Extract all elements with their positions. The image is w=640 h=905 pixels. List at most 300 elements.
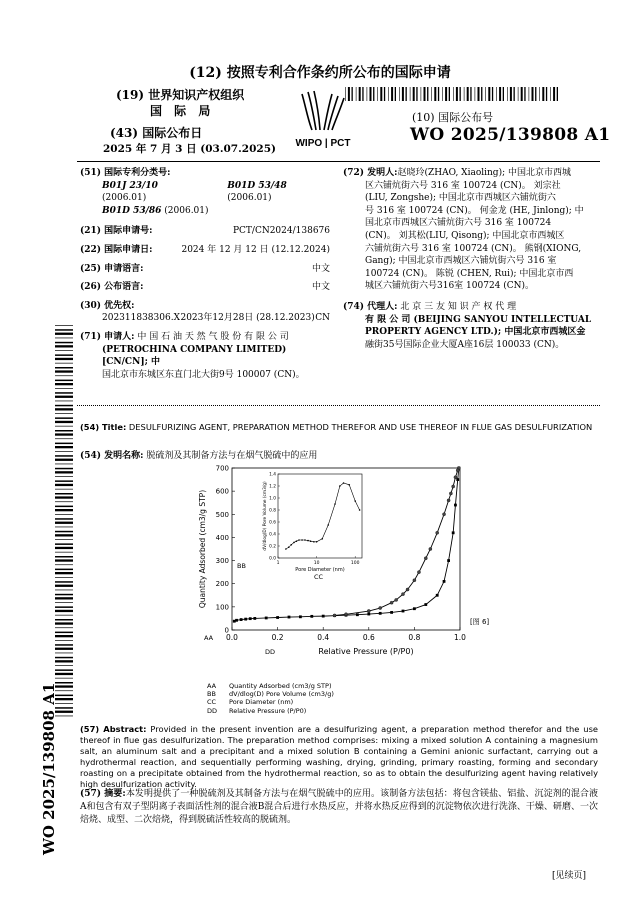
inset-y-tick-label: 1.2 [269,484,276,490]
chart-legend [207,682,334,715]
marker-cc: CC [314,573,324,581]
legend-value: Quantity Adsorbed (cm3/g STP) [229,682,332,690]
field-value: 2024 年 12 月 12 日 (12.12.2024) [181,244,330,255]
barcode-bar [55,615,73,616]
barcode-bar [470,87,471,101]
barcode-bar [478,87,480,101]
field-label: (25) 申请语言: [80,263,144,274]
barcode-bar [55,354,73,356]
barcode-bar [402,87,404,101]
inset-y-tick-label: 0.4 [269,532,276,538]
adsorption-point [424,603,427,606]
barcode-bar [55,396,73,398]
barcode-bar [55,610,73,612]
barcode-bar [55,446,73,448]
x-tick-label: 0.0 [226,633,238,642]
barcode-bar [55,468,73,470]
abstract-label: (57) Abstract: [80,724,147,734]
ipc-label: (51) 国际专利分类号: [80,168,171,178]
barcode-bar [55,426,73,427]
barcode-bar [55,421,73,423]
barcode-bar [55,350,73,351]
agent-line: 融街35号国际企业大厦A座16层 100033 (CN)。 [365,339,565,350]
inset-point [290,544,292,546]
barcode-bar [55,413,73,414]
barcode-bar [359,87,361,101]
barcode-bar [55,594,73,596]
inset-x-tick-label: 10 [313,561,320,566]
barcode-bar [503,87,504,101]
x-tick-label: 0.6 [362,633,375,642]
barcode-bar [55,632,73,634]
barcode-bar [55,480,73,482]
inventor-line: (CN)。 刘其松(LIU, Qisong); 中国北京市西城区 [365,230,565,241]
inset-y-axis-label: dV/dlog(D) Pore Volume (cm3/g) [263,481,268,551]
barcode-bar [399,87,400,101]
inventors-label: (72) 发明人: [343,168,398,178]
adsorption-point [356,613,359,616]
ipc-row-2 [80,205,330,218]
abstract-cn [80,788,598,826]
priority-country: CN [315,313,330,324]
legend-item [207,682,334,690]
pub-no-label: (10) 国际公布号 [412,111,494,124]
adsorption-point [436,594,439,597]
inset-point [296,540,298,542]
barcode-bar [460,87,461,101]
inset-point [298,539,300,541]
adsorption-point [265,617,268,620]
barcode-bar [55,627,73,628]
title-en [80,422,598,433]
barcode-bar [55,559,73,561]
divider [77,161,600,162]
inset-point [293,542,295,544]
agent-line: 北 京 三 友 知 识 产 权 代 理 [400,301,517,312]
x-tick-label: 0.4 [317,633,330,642]
barcode-bar [550,87,551,101]
inset-point [343,482,345,484]
desorption-point [429,547,432,550]
agent-line: PROPERTY AGENCY LTD.); 中国北京市西城区金 [365,327,586,338]
ipc-ver: (2006.01) [102,193,147,204]
barcode-bar [55,585,73,587]
barcode-bar [55,333,73,335]
side-pub-number: WO 2025/139808 A1 [40,682,58,855]
inset-x-tick-label: 1 [276,561,280,566]
barcode-bar [55,564,73,565]
inset-point [321,538,323,540]
inset-point [327,524,329,526]
adsorption-point [454,504,457,507]
barcode-bar [345,87,346,101]
marker-aa: AA [204,634,214,642]
inventor-line: Gang); 中国北京市西城区六铺炕街六号 316 室 [365,256,557,267]
x-tick-label: 0.2 [271,633,284,642]
left-column [80,167,330,381]
barcode-bar [55,597,73,599]
barcode-bar [55,433,73,435]
barcode-bar [529,87,530,101]
desorption-point [413,579,416,582]
inset-point [334,503,336,505]
barcode-bar [55,443,73,445]
barcode-bar [55,581,73,583]
applicant [80,331,330,344]
barcode-bar [481,87,482,101]
barcode-bar [488,87,490,101]
field-value: PCT/CN2024/138676 [232,226,330,237]
barcode-bar [55,430,73,432]
adsorption-point [367,613,370,616]
priority-label: (30) 优先权: [80,300,135,311]
barcode-bar [55,514,73,515]
barcode-bar [55,506,73,508]
adsorption-point [276,616,279,619]
barcode-bar [55,325,73,326]
agent-label: (74) 代理人: [343,301,398,312]
barcode-bar [55,648,73,650]
barcode-bar [55,484,73,486]
barcode-bar [55,590,73,591]
barcode-bar [55,345,73,347]
legend-item [207,698,334,706]
wipo-wordmark: WIPO | PCT [295,138,351,149]
barcode-bar [55,673,73,675]
adsorption-point [456,478,459,481]
y-tick-label: 300 [215,557,229,566]
ipc-code: B01D 53/48 [227,180,287,191]
barcode-bar [55,383,73,385]
org-name: (19) 世界知识产权组织 [116,88,245,102]
abstract-cn-text: 本发明提供了一种脱硫剂及其制备方法与在烟气脱硫中的应用。该制备方法包括：将包含镁盐、铝盐、沉淀剂的混合液A和包含有双子型阴离子表面活性剂的混合液B混合后进行水热反应，并将水热反应得到的沉淀物依次进行洗涤、干燥、研磨、一次焙烧、成型、二次焙烧，得到脱硫活性较高的脱硫剂。 [80,789,598,825]
desorption-point [449,492,452,495]
pub-number: WO 2025/139808 A1 [410,125,611,145]
title-text: DESULFURIZING AGENT, PREPARATION METHOD THEREFOR AND USE THEREOF IN FLUE GAS DESULFURIZATION [128,422,593,432]
inset-y-tick-label: 1.0 [269,496,276,502]
barcode-bar [524,87,525,101]
barcode-bar [442,87,443,101]
adsorption-point [390,611,393,614]
priority-number: 202311838306.X [102,313,180,324]
barcode-bar [388,87,389,101]
barcode-bar [416,87,417,101]
inventor-line: 号 316 室 100724 (CN)。 何金龙 (HE, Jinlong); 中 [365,205,584,216]
barcode-bar [539,87,540,101]
barcode-bar [395,87,396,101]
barcode-bar [370,87,372,101]
barcode-bar [348,87,350,101]
ipc-ver: (2006.01) [227,193,272,204]
adsorption-point [413,607,416,610]
applicant-en: (PETROCHINA COMPANY LIMITED) [CN/CN]; 中 [102,344,287,368]
priority-row [80,312,330,325]
barcode-bar [55,552,73,553]
inset-point [304,539,306,541]
legend-key: BB [207,690,216,699]
barcode-bar [55,493,73,495]
desorption-point [454,476,457,479]
desorption-point [344,613,347,616]
barcode-bar [55,622,73,624]
barcode-bar [542,87,544,101]
inset-point [301,539,303,541]
inset-point [359,509,361,511]
barcode-bar [55,370,73,372]
barcode-bar [55,577,73,578]
barcode-bar [55,358,73,360]
barcode-bar [557,87,558,101]
y-tick-label: 700 [215,464,229,473]
inventors [343,167,601,180]
figure-label: [图 6] [470,618,490,626]
desorption-point [367,609,370,612]
legend-key: AA [207,682,217,690]
barcode-bar [55,363,73,364]
barcode-bar [55,547,73,549]
barcode-bar [55,665,73,666]
applicant-label: (71) 申请人: [80,331,135,342]
adsorption-point [235,619,238,622]
barcode-bar [464,87,465,101]
inset-point [307,540,309,542]
barcode-bar [546,87,547,101]
barcode-bar [55,375,73,376]
barcode-bar [55,602,73,603]
inventor-line: (LIU, Zongshe); 中国北京市西城区六铺炕街六 [365,193,556,204]
barcode-bar [55,405,73,407]
inset-x-tick-label: 100 [350,561,360,566]
desorption-point [395,598,398,601]
barcode-bar [55,459,73,461]
y-tick-label: 100 [215,603,229,612]
continued-marker: [见续页] [552,871,587,881]
inset-y-tick-label: 0.8 [269,508,276,514]
inset-y-tick-label: 1.4 [269,472,276,478]
barcode-bar [492,87,493,101]
adsorption-point [322,615,325,618]
barcode-bar [499,87,501,101]
barcode-bar [377,87,378,101]
barcode-bar [55,644,73,646]
barcode-bar [55,329,73,331]
barcode-bar [434,87,436,101]
legend-item [207,707,334,715]
barcode-bar [55,451,73,452]
priority-date: 2023年12月28日 (28.12.2023) [180,313,315,324]
barcode-bar [514,87,515,101]
dotted-divider [77,405,600,406]
legend-value: Pore Diameter (nm) [229,698,294,707]
applicant-cn: 中 国 石 油 天 然 气 股 份 有 限 公 司 [137,331,289,342]
adsorption-point [379,612,382,615]
inventor-line: 赵晓玲(ZHAO, Xiaoling); 中国北京市西城 [397,168,571,178]
pub-date: 2025 年 7 月 3 日 (03.07.2025) [103,143,276,155]
barcode-bar [55,635,73,637]
barcode-bar [55,408,73,410]
barcode-bar [55,476,73,477]
barcode-bar [55,496,73,498]
barcode-bar [55,438,73,439]
y-tick-label: 0 [224,626,229,635]
adsorption-point [244,618,247,621]
desorption-point [442,513,445,516]
y-axis-label: Quantity Adsorbed (cm3/g STP) [198,489,207,609]
barcode-bar [406,87,407,101]
inset-point [285,548,287,550]
desorption-point [447,499,450,502]
barcode-bar [55,522,73,524]
barcode-bar [55,489,73,490]
barcode-bar [424,87,426,101]
barcode-bar [55,669,73,671]
side-barcode [55,325,73,720]
abstract-text: Provided in the present invention are a desulfurizing agent, a preparation method therefor and the use thereof in flue gas desulfurization. The preparation method comprises: mixing a mixed solution A containing a magnesium salt, an aluminum salt and a precipitant and a mixed solution B containing a Gemini anionic surfactant, carrying out a hydrothermal reaction, and sequentially performing washing, drying, grinding, primary roasting, forming and secondary roasting on a precipitate obtained from the hydrothermal reaction, so as to obtain the desulfurizing agent having relatively high desulfurization activity. [80,724,598,789]
barcode-bar [496,87,497,101]
org-sub: 国 际 局 [150,104,215,118]
adsorption-point [447,559,450,562]
barcode-bar [510,87,512,101]
barcode-bar [55,572,73,574]
inventor-line: 区六铺炕街六号 316 室 100724 (CN)。 刘宗社 [365,180,561,191]
right-column [343,167,601,351]
barcode-bar [438,87,439,101]
barcode-bar [55,640,73,641]
title-label: (54) Title: [80,422,127,432]
adsorption-point [402,610,405,613]
inset-point [310,540,312,542]
barcode-bar [384,87,385,101]
barcode-bar [55,401,73,402]
barcode-bar [55,678,73,679]
field-26 [80,281,330,294]
barcode-bar [467,87,469,101]
legend-key: DD [207,706,218,715]
field-label: (26) 公布语言: [80,282,144,293]
inset-y-tick-label: 0.0 [269,556,276,562]
barcode-bar [55,653,73,654]
inventor-line: 六铺炕街六号 316 室 100724 (CN)。 熊钢(XIONG, [365,243,582,254]
inventor-line: 100724 (CN)。 陈锐 (CHEN, Rui); 中国北京市西 [365,268,574,279]
barcode-bar [362,87,363,101]
marker-dd: DD [265,648,276,656]
barcode-bar [55,509,73,511]
adsorption-point [253,617,256,620]
barcode-bar [55,660,73,662]
adsorption-point [299,615,302,618]
barcode-bar [55,471,73,473]
field-label: (22) 国际申请日: [80,244,153,255]
y-tick-label: 400 [215,533,229,542]
title-cn-text: 脱硫剂及其制备方法与在烟气脱硫中的应用 [146,451,318,461]
barcode-bar [55,527,73,528]
legend-item [207,690,334,698]
inset-y-tick-label: 0.2 [269,544,276,550]
barcode-bar [356,87,357,101]
field-25 [80,263,330,276]
top-barcode [345,87,560,101]
barcode-bar [445,87,447,101]
desorption-point [333,614,336,617]
barcode-bar [518,87,519,101]
desorption-point [452,485,455,488]
adsorption-point [310,615,313,618]
inset-point [354,500,356,502]
barcode-bar [55,539,73,540]
desorption-point [390,601,393,604]
inventor-line: 城区六铺炕街六号316室 100724 (CN)。 [365,281,535,292]
abstract-en [80,724,598,790]
barcode-bar [55,556,73,558]
x-axis-label: Relative Pressure (P/P0) [318,647,414,656]
inset-point [288,546,290,548]
barcode-bar [55,380,73,382]
adsorption-point [249,617,252,620]
desorption-point [406,588,409,591]
y-tick-label: 200 [215,580,229,589]
legend-key: CC [207,698,217,707]
barcode-bar [55,534,73,536]
agent [343,301,601,314]
barcode-bar [55,464,73,465]
barcode-bar [55,417,73,419]
inset-point [348,484,350,486]
x-tick-label: 1.0 [454,633,466,642]
barcode-bar [55,531,73,533]
y-tick-label: 600 [215,487,229,496]
barcode-bar [532,87,534,101]
ipc-code: B01D 53/86 [102,205,162,216]
field-label: (21) 国际申请号: [80,226,153,237]
barcode-bar [55,619,73,621]
barcode-bar [521,87,523,101]
x-tick-label: 0.8 [408,633,421,642]
inventor-line: 国北京市西城区六铺炕街六号 316 室 100724 [365,218,552,229]
ipc-code: B01J 23/10 [102,180,158,191]
desorption-point [401,593,404,596]
field-21 [80,225,330,238]
inset-point [339,485,341,487]
barcode-bar [535,87,536,101]
barcode-bar [421,87,422,101]
barcode-bar [453,87,454,101]
inset-point [313,541,315,543]
barcode-bar [427,87,428,101]
barcode-bar [55,388,73,389]
barcode-bar [55,606,73,608]
legend-value: dV/dlog(D) Pore Volume (cm3/g) [229,690,334,699]
barcode-bar [507,87,508,101]
barcode-bar [55,367,73,369]
barcode-bar [55,518,73,520]
barcode-bar [373,87,374,101]
barcode-bar [55,657,73,659]
field-value: 中文 [311,263,330,274]
barcode-bar [352,87,353,101]
legend-value: Relative Pressure (P/P0) [229,706,307,715]
desorption-point [417,571,420,574]
pub-date-label: (43) 国际公布日 [110,126,203,140]
barcode-bar [431,87,432,101]
barcode-bar [475,87,476,101]
barcode-bar [55,501,73,502]
adsorption-point [288,616,291,619]
isotherm-chart [190,458,490,673]
barcode-bar [449,87,450,101]
desorption-point [379,606,382,609]
barcode-bar [55,455,73,457]
barcode-bar [410,87,411,101]
